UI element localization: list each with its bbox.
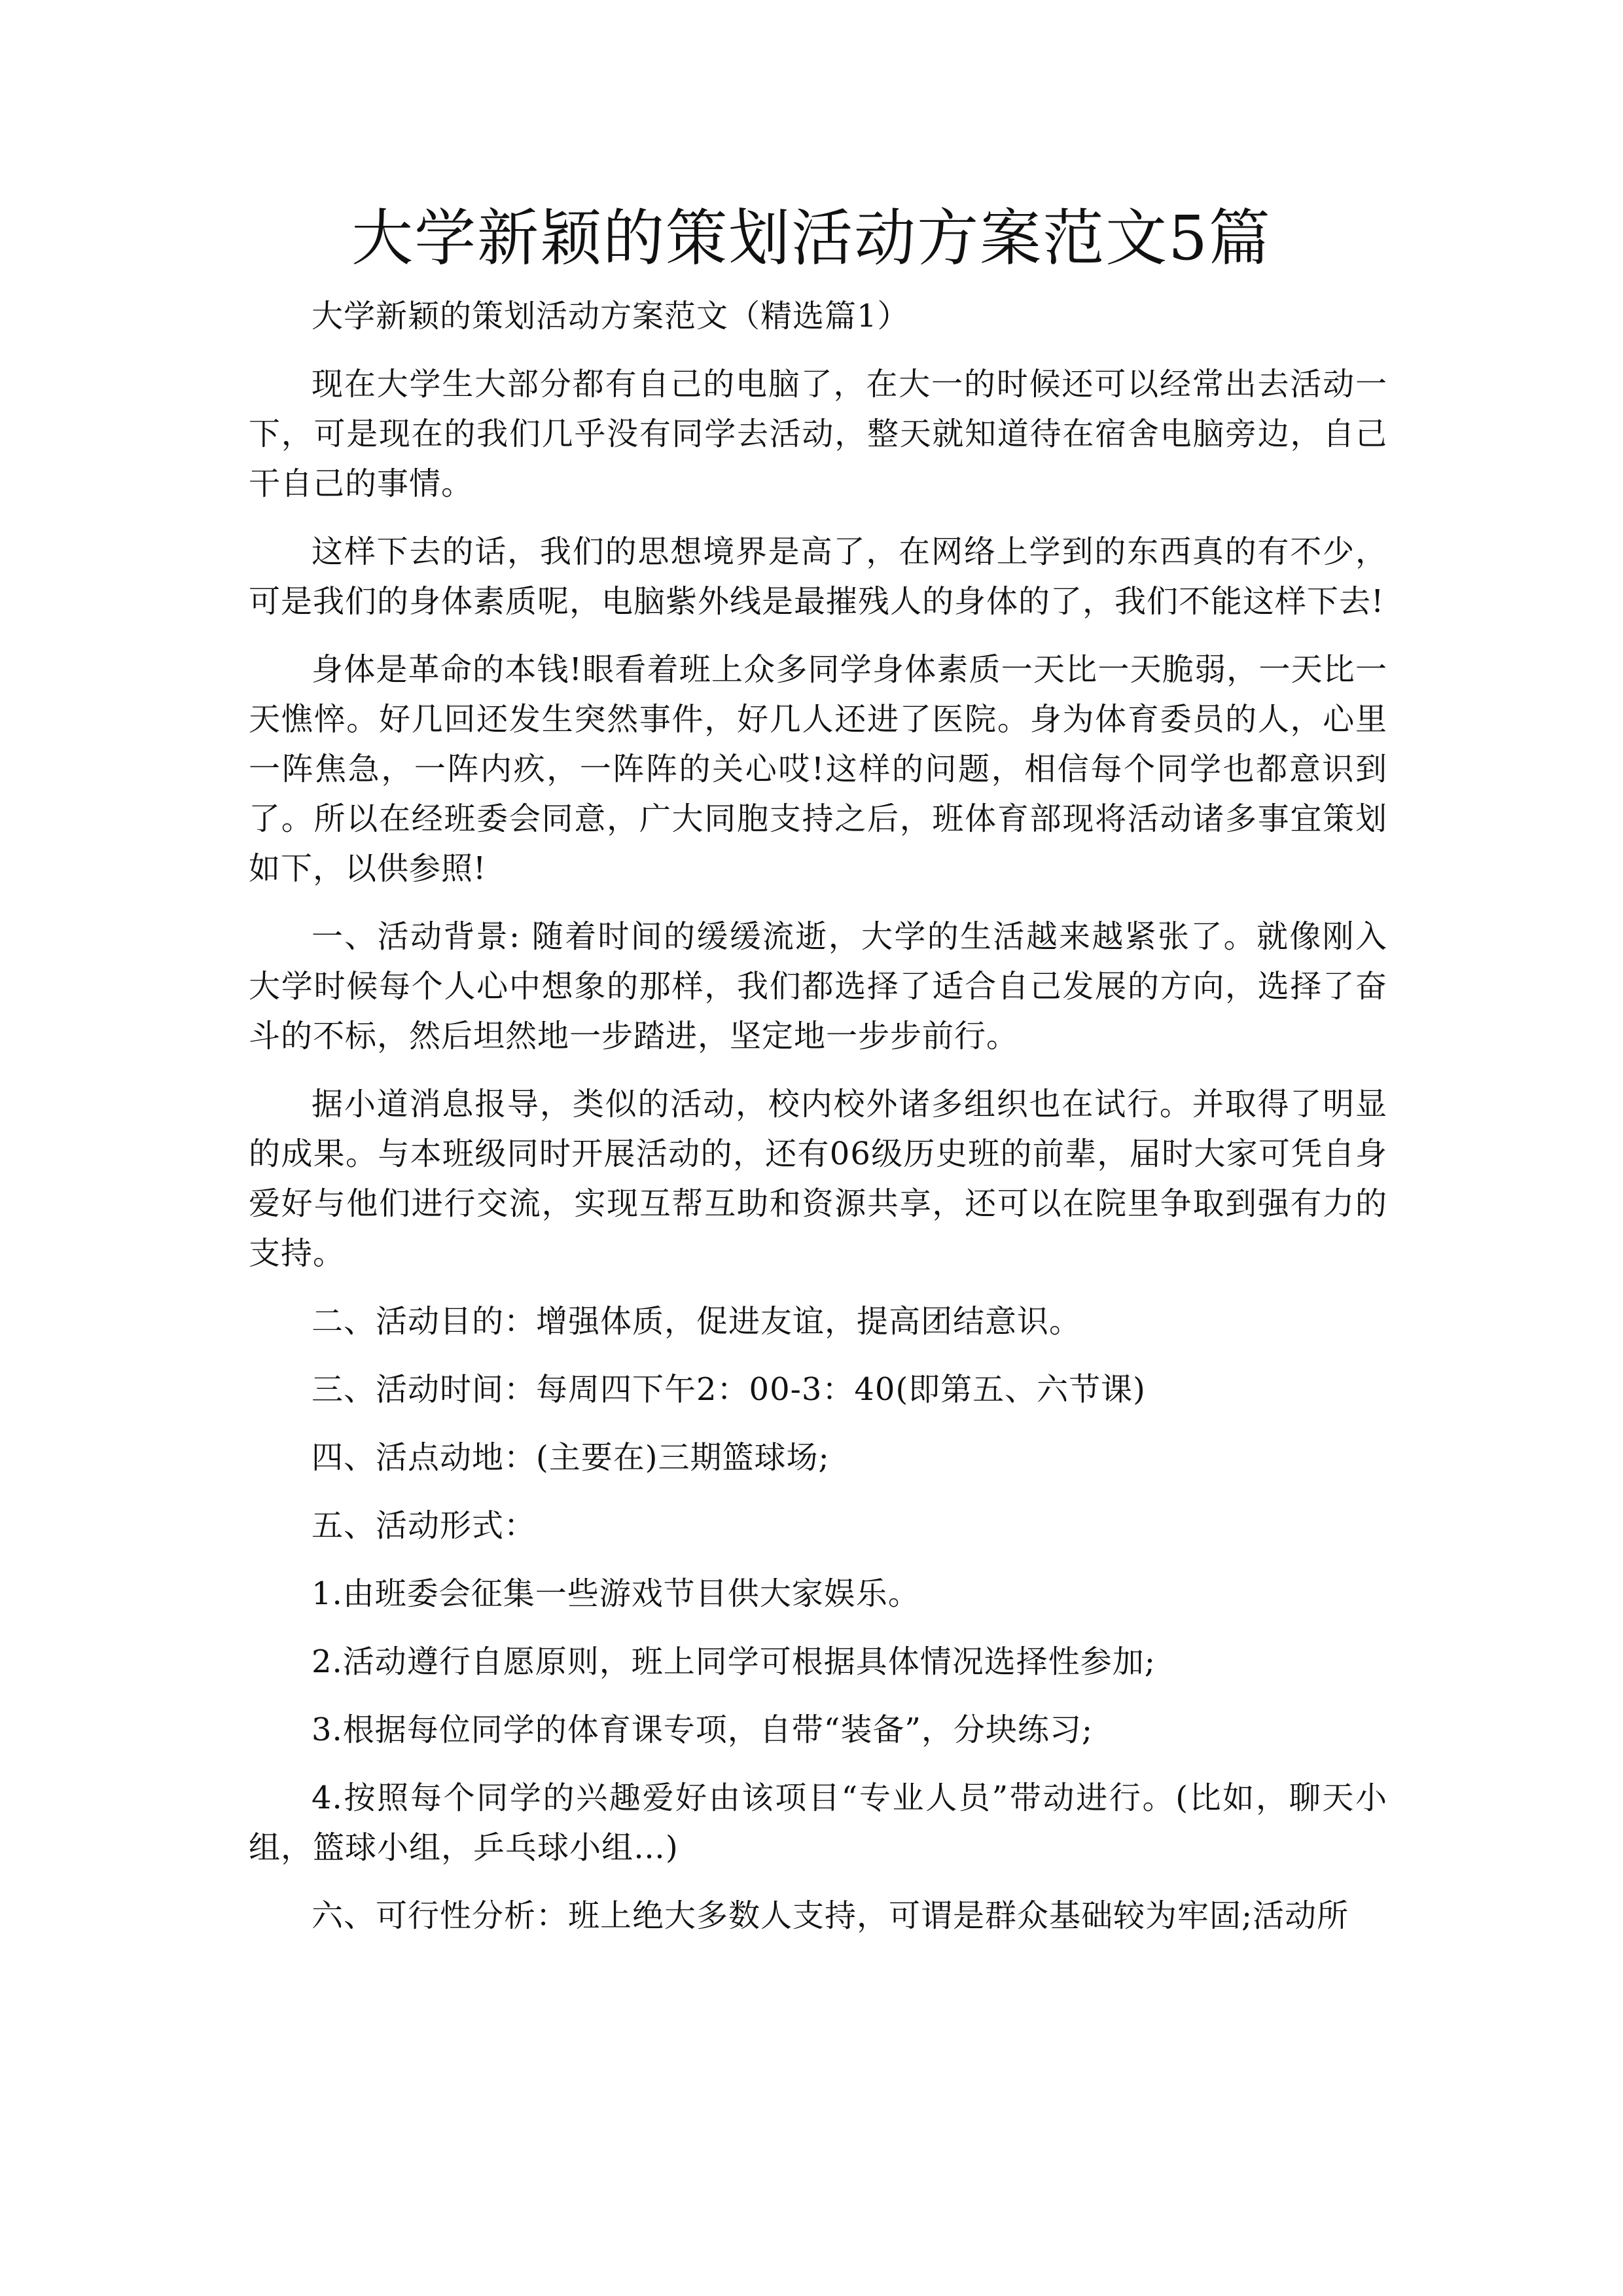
paragraph: 三、活动时间：每周四下午2：00-3：40(即第五、六节课) <box>312 1371 1146 1408</box>
document-title: 大学新颖的策划活动方案范文5篇 <box>351 203 1272 274</box>
paragraph: 据小道消息报导，类似的活动，校内校外诸多组织也在试行。并取得了明显的成果。与本班级同时开展活动的，还有06级历史班的前辈，届时大家可凭自身爱好与他们进行交流，实现互帮互助和资源共享，还可以在院里争取到强有力的支持。 <box>249 1086 1387 1272</box>
list-item: 1.由班委会征集一些游戏节目供大家娱乐。 <box>312 1575 920 1612</box>
list-item: 3.根据每位同学的体育课专项，自带“装备”，分块练习; <box>312 1712 1094 1748</box>
paragraph: 这样下去的话，我们的思想境界是高了，在网络上学到的东西真的有不少，可是我们的身体素质呢，电脑紫外线是最摧残人的身体的了，我们不能这样下去! <box>249 533 1387 620</box>
paragraph: 现在大学生大部分都有自己的电脑了，在大一的时候还可以经常出去活动一下，可是现在的我们几乎没有同学去活动，整天就知道待在宿舍电脑旁边，自己干自己的事情。 <box>249 366 1387 502</box>
paragraph: 六、可行性分析：班上绝大多数人支持，可谓是群众基础较为牢固;活动所 <box>312 1897 1349 1934</box>
paragraph: 一、活动背景: 随着时间的缓缓流逝，大学的生活越来越紧张了。就像刚入大学时候每个人心中想象的那样，我们都选择了适合自己发展的方向，选择了奋斗的不标，然后坦然地一步踏进，坚定地一步步前行。 <box>249 918 1387 1054</box>
paragraph: 四、活点动地：(主要在)三期篮球场; <box>312 1439 830 1476</box>
paragraph: 身体是革命的本钱!眼看着班上众多同学身体素质一天比一天脆弱，一天比一天憔悴。好几回还发生突然事件，好几人还进了医院。身为体育委员的人，心里一阵焦急，一阵内疚，一阵阵的关心哎!这样的问题，相信每个同学也都意识到了。所以在经班委会同意，广大同胞支持之后，班体育部现将活动诸多事宜策划如下，以供参照! <box>249 651 1387 887</box>
list-item: 4.按照每个同学的兴趣爱好由该项目“专业人员”带动进行。(比如，聊天小组，篮球小组，乒乓球小组…) <box>249 1780 1387 1866</box>
list-item: 2.活动遵行自愿原则，班上同学可根据具体情况选择性参加; <box>312 1643 1156 1680</box>
document-body <box>249 291 1387 1959</box>
section-heading: 大学新颖的策划活动方案范文（精选篇1） <box>312 298 910 334</box>
paragraph: 二、活动目的：增强体质，促进友谊，提高团结意识。 <box>312 1303 1082 1340</box>
paragraph: 五、活动形式： <box>312 1507 537 1544</box>
